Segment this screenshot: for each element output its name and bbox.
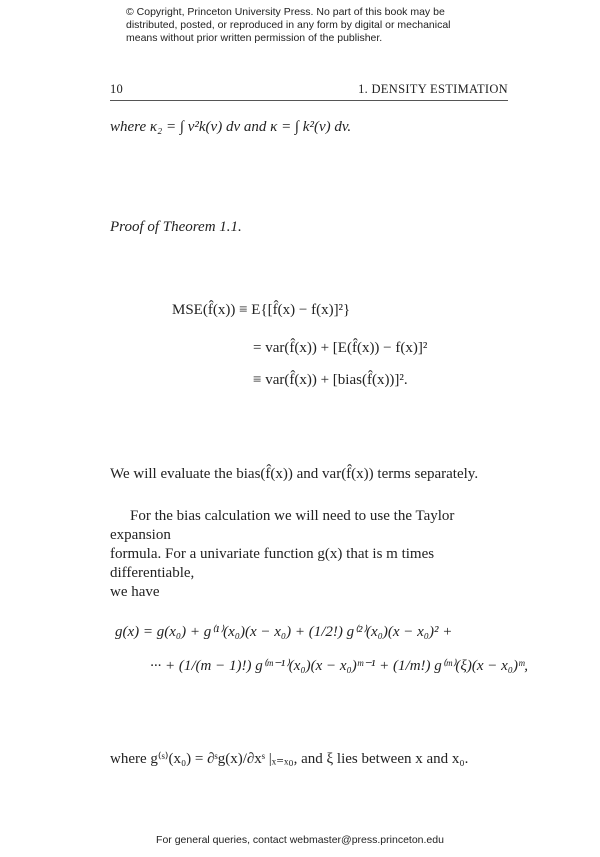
chapter-title: 1. DENSITY ESTIMATION (358, 82, 508, 96)
running-head (110, 82, 508, 101)
evaluate-sentence: We will evaluate the bias(f̂(x)) and var(f̂(x)) terms separately. (110, 466, 479, 482)
copyright-notice (126, 6, 451, 45)
footer-contact: For general queries, contact webmaster@press.princeton.edu (156, 834, 444, 846)
mse-line-1: MSE(f̂(x)) ≡ E{[f̂(x) − f(x)]²} (172, 302, 351, 318)
taylor-paragraph (110, 507, 508, 602)
proof-heading: Proof of Theorem 1.1. (110, 219, 242, 235)
page-number: 10 (110, 82, 124, 96)
paragraph-line: we have (110, 584, 160, 600)
copyright-line: © Copyright, Princeton University Press. No part of this book may be (126, 6, 445, 18)
copyright-line: means without prior written permission of the publisher. (126, 32, 383, 44)
mse-line-3: ≡ var(f̂(x)) + [bias(f̂(x))]². (253, 372, 408, 388)
paragraph-line: formula. For a univariate function g(x) that is m times differentiable, (110, 546, 435, 581)
taylor-line-1: g(x) = g(x₀) + g⁽¹⁾(x₀)(x − x₀) + (1/2!) g⁽²⁾(x₀)(x − x₀)² + (115, 624, 453, 640)
mse-line-2: = var(f̂(x)) + [E(f̂(x)) − f(x)]² (253, 340, 428, 356)
derivative-definition: where g⁽ˢ⁾(x₀) = ∂ˢg(x)/∂xˢ |ₓ₌ₓ₀, and ξ lies between x and x₀. (110, 751, 469, 767)
paragraph-line: For the bias calculation we will need to use the Taylor expansion (110, 508, 455, 543)
copyright-line: distributed, posted, or reproduced in any form by digital or mechanical (126, 19, 451, 31)
taylor-line-2: ··· + (1/(m − 1)!) g⁽ᵐ⁻¹⁾(x₀)(x − x₀)ᵐ⁻¹ + (1/m!) g⁽ᵐ⁾(ξ)(x − x₀)ᵐ, (150, 658, 528, 674)
kappa-definition: where κ₂ = ∫ v²k(v) dv and κ = ∫ k²(v) dv. (110, 119, 352, 135)
